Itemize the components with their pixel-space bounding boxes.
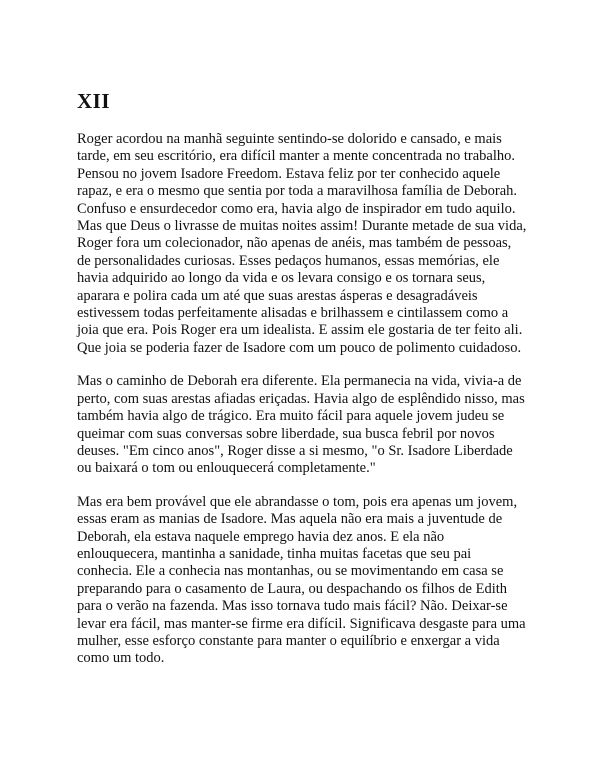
paragraph-1: Roger acordou na manhã seguinte sentindo-se dolorido e cansado, e mais tarde, em seu escritório, era difícil manter a mente concentrada no trabalho. Pensou no jovem Isadore Freedom. Estava feliz por ter conhecido aquele rapaz, e era o mesmo que sentia por toda a maravilhosa família de Deborah. Confuso e ensurdecedor como era, havia algo de inspirador em tudo aquilo. Mas que Deus o livrasse de muitas noites assim! Durante metade de sua vida, Roger fora um colecionador, não apenas de anéis, mas também de pessoas, de personalidades curiosas. Esses pedaços humanos, essas memórias, ele havia adquirido ao longo da vida e os levara consigo e os tornara seus, aparara e polira cada um até que suas arestas ásperas e desagradáveis estivessem todas perfeitamente alisadas e brilhassem e cintilassem como a joia que era. Pois Roger era um idealista. E assim ele gostaria de ter feito ali. Que joia se poderia fazer de Isadore com um pouco de polimento cuidadoso. — [77, 131, 527, 356]
paragraph-3: Mas era bem provável que ele abrandasse o tom, pois era apenas um jovem, essas eram as manias de Isadore. Mas aquela não era mais a juventude de Deborah, ela estava naquele emprego havia dez anos. E ela não enlouquecera, mantinha a sanidade, tinha muitas facetas que seu pai conhecia. Ele a conhecia nas montanhas, ou se movimentando em casa se preparando para o casamento de Laura, ou despachando os filhos de Edith para o verão na fazenda. Mas isso tornava tudo mais fácil? Não. Deixar-se levar era fácil, mas manter-se firme era difícil. Significava desgaste para uma mulher, esse esforço constante para manter o equilíbrio e enxergar a vida como um todo. — [77, 493, 526, 667]
document-page — [77, 88, 527, 684]
paragraph-2: Mas o caminho de Deborah era diferente. Ela permanecia na vida, vivia-a de perto, com suas arestas afiadas eriçadas. Havia algo de esplêndido nisso, mas também havia algo de trágico. Era muito fácil para aquele jovem judeu se queimar com suas conversas sobre liberdade, sua busca febril por novos deuses. "Em cinco anos", Roger disse a si mesmo, "o Sr. Isadore Liberdade ou baixará o tom ou enlouquecerá completamente." — [77, 373, 525, 477]
chapter-title: XII — [77, 89, 111, 113]
